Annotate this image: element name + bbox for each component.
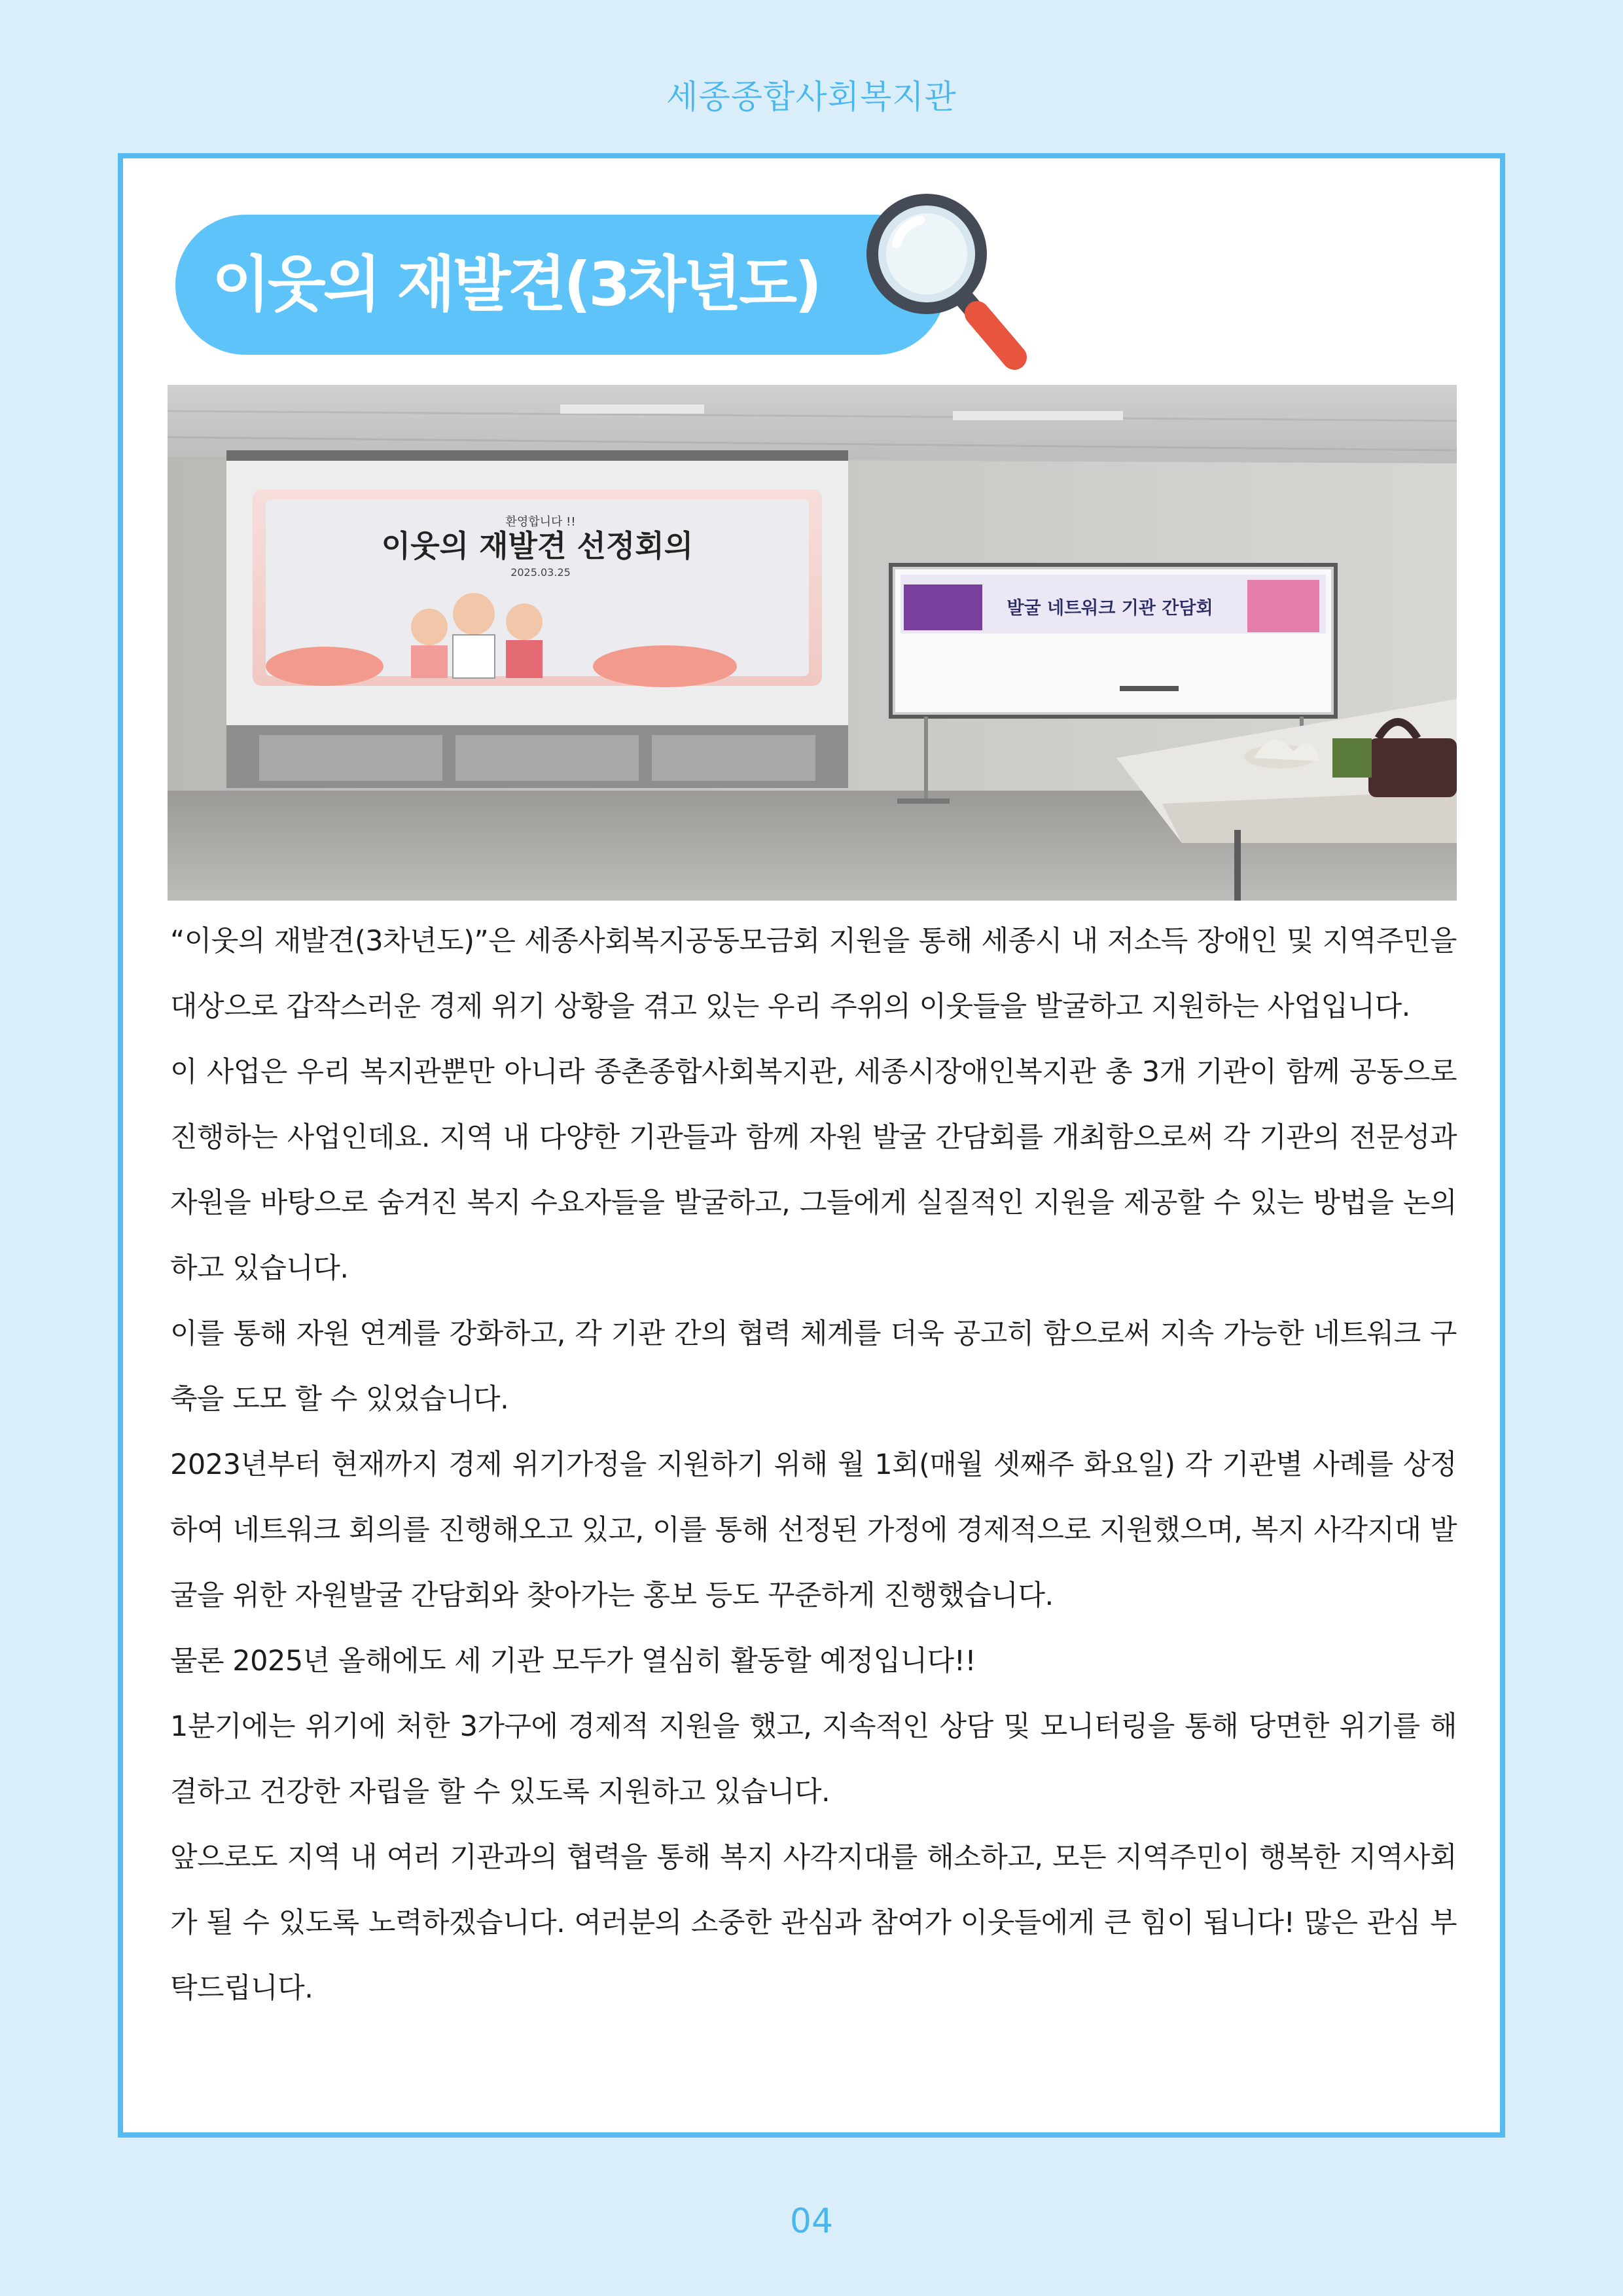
paragraph: “이웃의 재발견(3차년도)”은 세종사회복지공동모금회 지원을 통해 세종시 내 저소득 장애인 및 지역주민을 대상으로 갑작스러운 경제 위기 상황을 겪고 있는 우리 주위의 이웃들을 발굴하고 지원하는 사업입니다. [170, 925, 1457, 1023]
magnifying-glass-icon [863, 186, 1033, 376]
paragraph: 이 사업은 우리 복지관뿐만 아니라 종촌종합사회복지관, 세종시장애인복지관 총 3개 기관이 함께 공동으로 진행하는 사업인데요. 지역 내 다양한 기관들과 함께 자원 발굴 간담회를 개최함으로써 각 기관의 전문성과 자원을 바탕으로 숨겨진 복지 수요자들을 발굴하고, 그들에게 실질적인 지원을 제공할 수 있는 방법을 논의하고 있습니다. [170, 1056, 1457, 1285]
screen-date-text: 2025.03.25 [510, 566, 571, 579]
screen-welcome-text: 환영합니다 !! [505, 515, 576, 529]
paragraph: 앞으로도 지역 내 여러 기관과의 협력을 통해 복지 사각지대를 해소하고, 모든 지역주민이 행복한 지역사회가 될 수 있도록 노력하겠습니다. 여러분의 소중한 관심과 참여가 이웃들에게 큰 힘이 됩니다! 많은 관심 부탁드립니다. [170, 1841, 1457, 2005]
paragraph: 이를 통해 자원 연계를 강화하고, 각 기관 간의 협력 체계를 더욱 공고히 함으로써 지속 가능한 네트워크 구축을 도모 할 수 있었습니다. [170, 1318, 1457, 1416]
event-photo [168, 385, 1457, 901]
paragraph: 물론 2025년 올해에도 세 기관 모두가 열심히 활동할 예정입니다!! [170, 1645, 976, 1677]
title-banner [175, 215, 946, 355]
page-number: 04 [789, 2202, 834, 2241]
banner-title-text: 발굴 네트워크 기관 간담회 [1007, 598, 1213, 619]
paragraph: 1분기에는 위기에 처한 3가구에 경제적 지원을 했고, 지속적인 상담 및 모니터링을 통해 당면한 위기를 해결하고 건강한 자립을 할 수 있도록 지원하고 있습니다. [170, 1710, 1457, 1808]
paragraph: 2023년부터 현재까지 경제 위기가정을 지원하기 위해 월 1회(매월 셋째주 화요일) 각 기관별 사례를 상정하여 네트워크 회의를 진행해오고 있고, 이를 통해 선정된 가정에 경제적으로 지원했으며, 복지 사각지대 발굴을 위한 자원발굴 간담회와 찾아가는 홍보 등도 꾸준하게 진행했습니다. [170, 1448, 1457, 1612]
screen-title-text: 이웃의 재발견 선정회의 [381, 528, 694, 564]
article-body [170, 908, 1457, 2021]
organization-name: 세종종합사회복지관 [666, 78, 957, 116]
article-frame [118, 153, 1505, 2138]
article-title: 이웃의 재발견(3차년도) [212, 249, 819, 319]
